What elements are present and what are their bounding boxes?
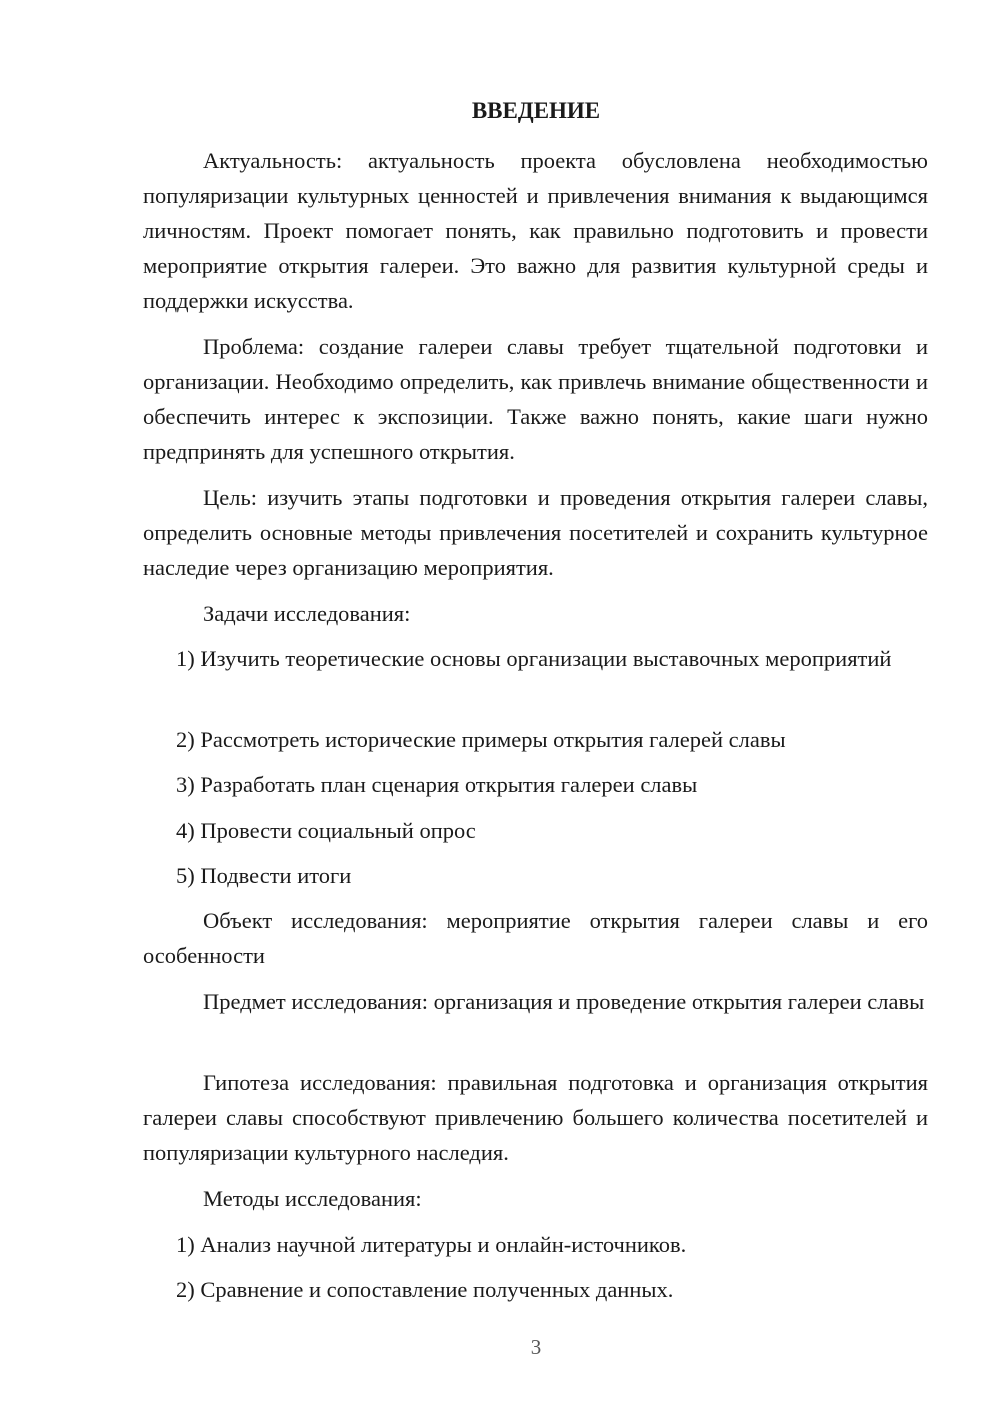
method-item-1: 1) Анализ научной литературы и онлайн-источников. [176,1232,687,1257]
task-item-3: 3) Разработать план сценария открытия галереи славы [176,772,698,797]
methods-heading: Методы исследования: [203,1186,422,1211]
paragraph-goal: Цель: изучить этапы подготовки и проведения открытия галереи славы, определить основные методы привлечения посетителей и сохранить культурное наследие через организацию мероприятия. [143,485,928,580]
paragraph-subject: Предмет исследования: организация и проведение открытия галереи славы [203,989,925,1014]
paragraph-problem: Проблема: создание галереи славы требует тщательной подготовки и организации. Необходимо определить, как привлечь внимание общественности и обеспечить интерес к экспозиции. Также важно понять, какие шаги нужно предпринять для успешного открытия. [143,334,928,464]
task-item-2: 2) Рассмотреть исторические примеры открытия галерей славы [176,727,786,752]
paragraph-relevance: Актуальность: актуальность проекта обусловлена необходимостью популяризации культурных ценностей и привлечения внимания к выдающимся личностям. Проект помогает понять, как правильно подготовить и провести мероприятие открытия галереи. Это важно для развития культурной среды и поддержки искусства. [143,148,928,313]
paragraph-object: Объект исследования: мероприятие открытия галереи славы и его особенности [143,908,928,968]
paragraph-hypothesis: Гипотеза исследования: правильная подготовка и организация открытия галереи славы способствуют привлечению большего количества посетителей и популяризации культурного наследия. [143,1070,928,1165]
section-title: ВВЕДЕНИЕ [471,98,601,123]
page-number: 3 [530,1335,542,1359]
method-item-2: 2) Сравнение и сопоставление полученных данных. [176,1277,674,1302]
task-item-1: 1) Изучить теоретические основы организации выставочных мероприятий [176,646,892,671]
task-item-5: 5) Подвести итоги [176,863,352,888]
tasks-heading: Задачи исследования: [203,601,411,626]
task-item-4: 4) Провести социальный опрос [176,818,476,843]
